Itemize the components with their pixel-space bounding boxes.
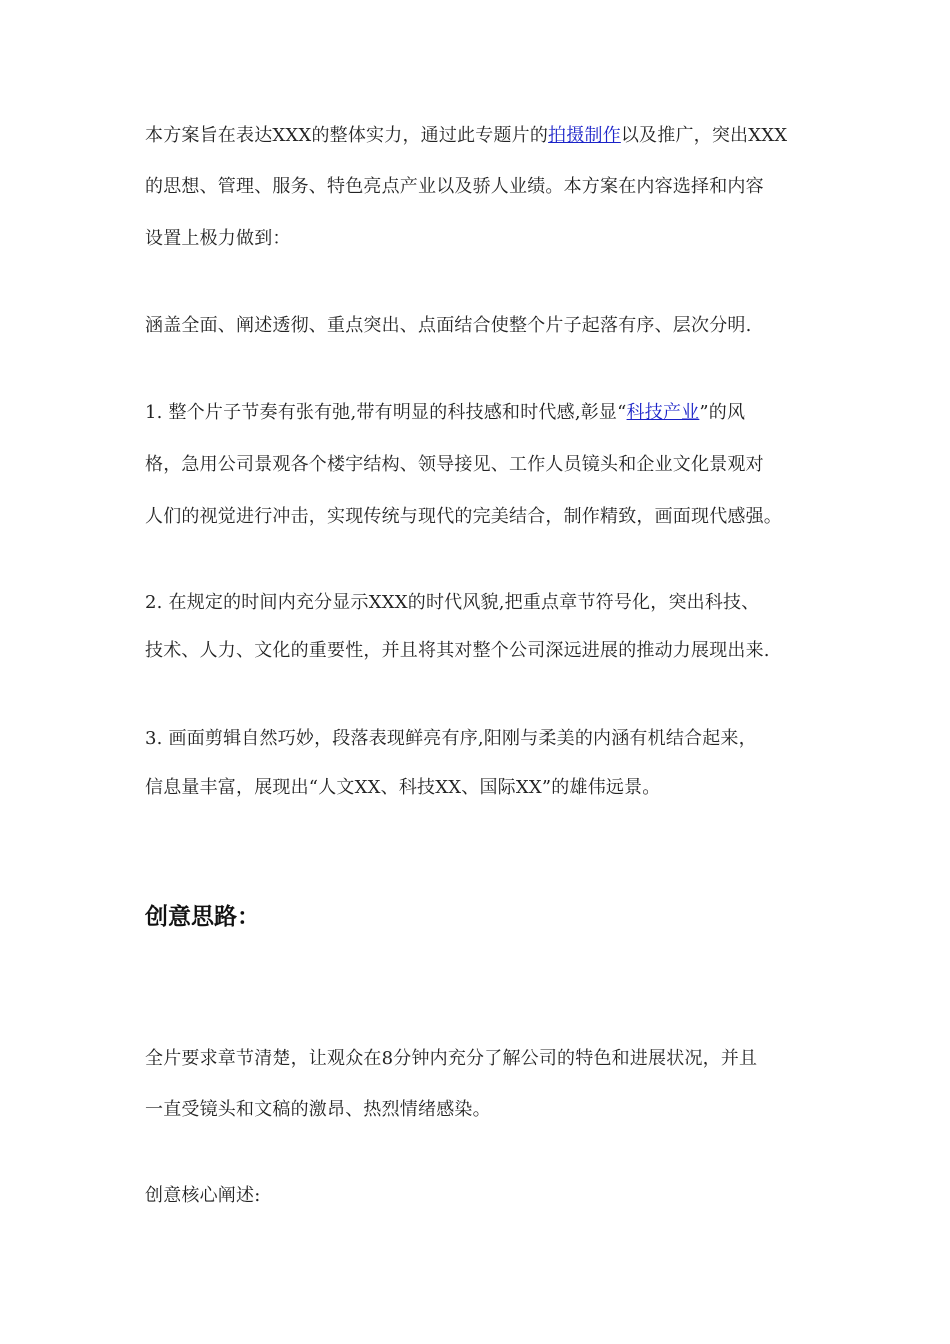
item-1-line-3: 人们的视觉进行冲击，实现传统与现代的完美结合，制作精致，画面现代感强。 (145, 506, 782, 527)
item-1-line-1 (145, 401, 745, 425)
item-3-line-1: 3. 画面剪辑自然巧妙，段落表现鲜亮有序,阳刚与柔美的内涵有机结合起来， (145, 728, 757, 749)
section-heading: 创意思路： (145, 904, 260, 930)
intro-line-1-text-a: 本方案旨在表达XXX的整体实力，通过此专题片的 (145, 125, 549, 146)
intro-line-2: 的思想、管理、服务、特色亮点产业以及骄人业绩。本方案在内容选择和内容 (145, 176, 764, 197)
intro-line-3: 设置上极力做到： (145, 228, 291, 249)
item-2-line-2: 技术、人力、文化的重要性，并且将其对整个公司深远进展的推动力展现出来. (145, 640, 770, 661)
item-1-line-2: 格，急用公司景观各个楼宇结构、领导接见、工作人员镜头和企业文化景观对 (145, 454, 764, 475)
intro-line-1-text-b: 以及推广，突出XXX (620, 125, 788, 146)
item-1-line-1-text-a: 1. 整个片子节奏有张有弛,带有明显的科技感和时代感,彰显“ (145, 402, 627, 423)
creative-line-1: 全片要求章节清楚，让观众在8分钟内充分了解公司的特色和进展状况，并且 (145, 1048, 758, 1069)
filming-production-link[interactable]: 拍摄制作 (548, 125, 621, 146)
item-1-line-1-text-b: ”的风 (699, 402, 746, 423)
item-3-line-2: 信息量丰富，展现出“人文XX、科技XX、国际XX”的雄伟远景。 (145, 777, 661, 798)
tech-industry-link[interactable]: 科技产业 (626, 402, 700, 423)
item-2-line-1: 2. 在规定的时间内充分显示XXX的时代风貌,把重点章节符号化，突出科技、 (145, 592, 760, 613)
creative-line-2: 一直受镜头和文稿的激昂、热烈情绪感染。 (145, 1099, 491, 1120)
core-label: 创意核心阐述: (145, 1185, 261, 1206)
summary-line: 涵盖全面、阐述透彻、重点突出、点面结合使整个片子起落有序、层次分明. (145, 315, 752, 336)
intro-line-1 (145, 124, 787, 148)
